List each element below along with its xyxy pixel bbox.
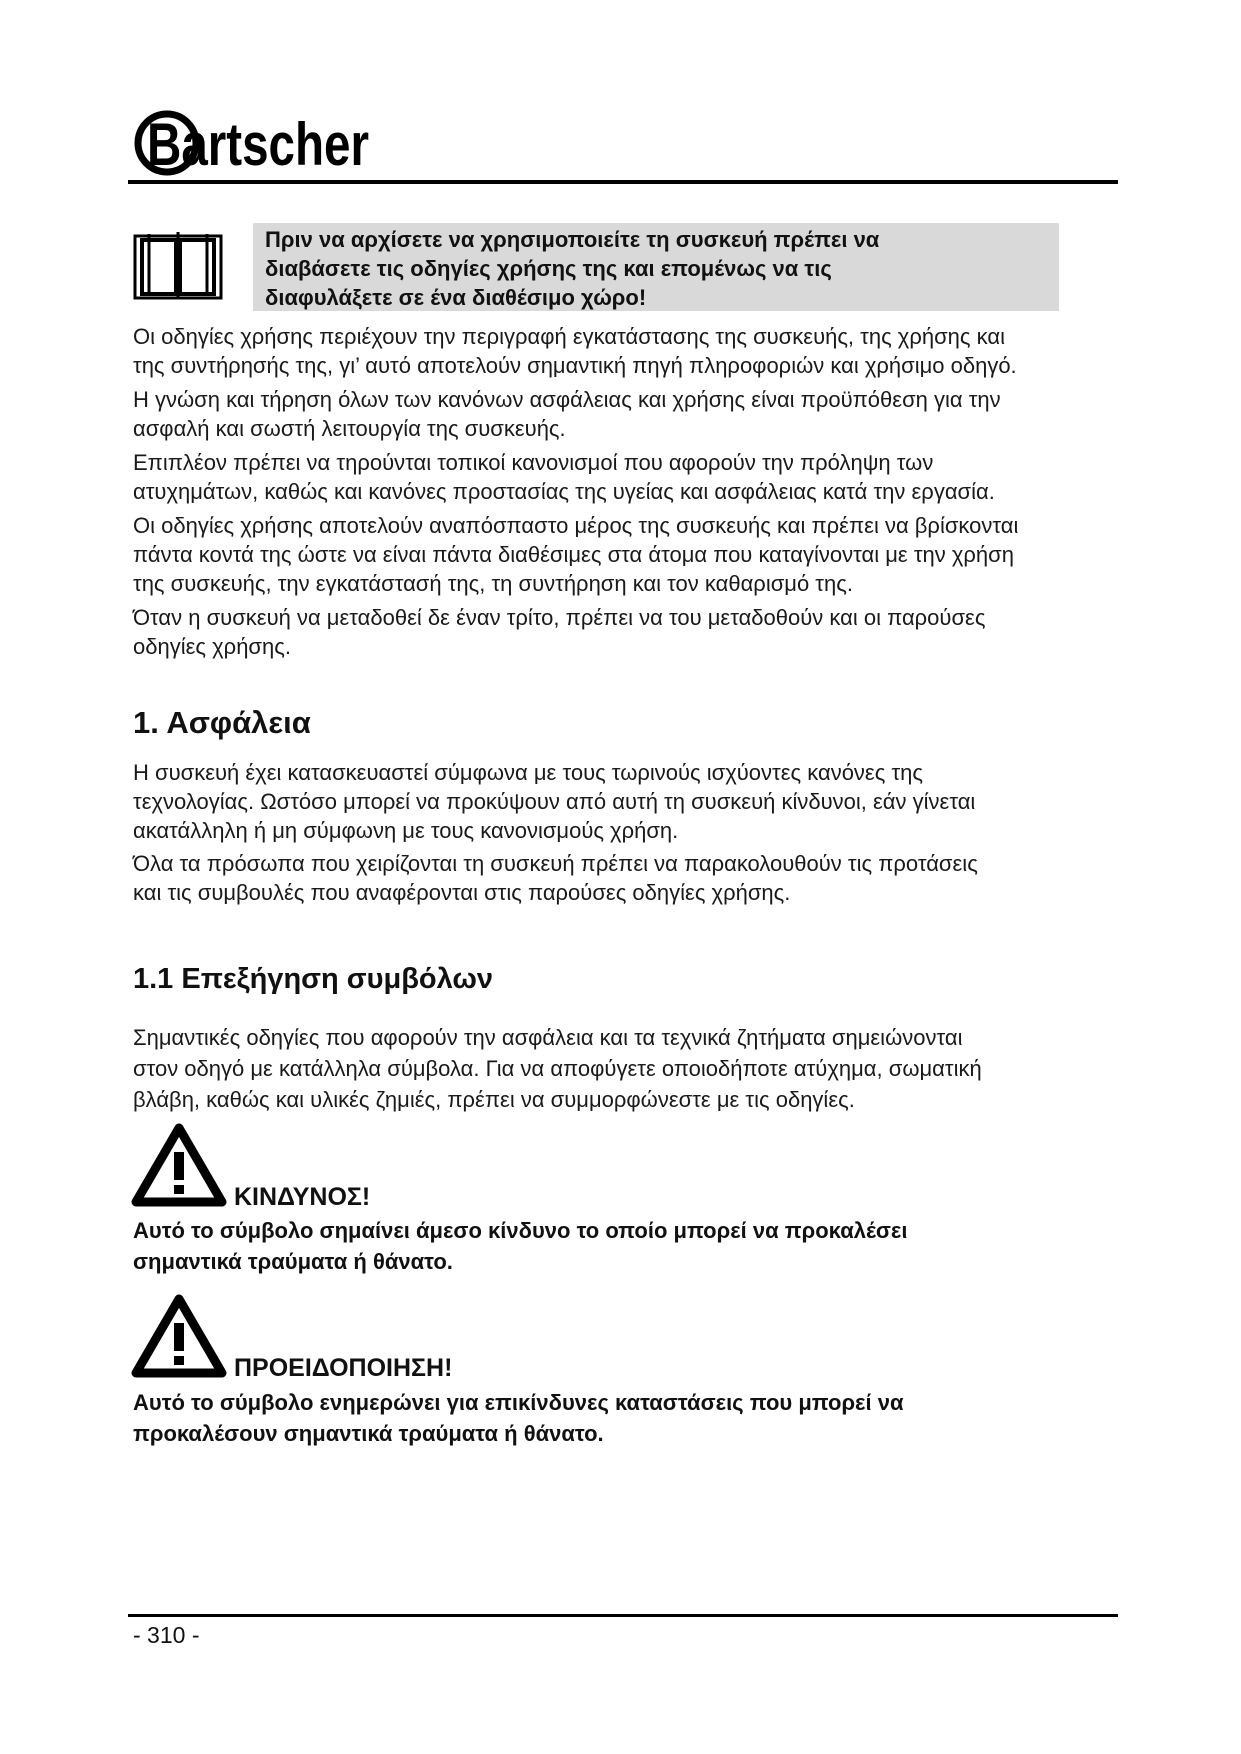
page-number: - 310 - xyxy=(133,1622,200,1648)
section-paragraph xyxy=(133,758,1133,845)
text-line: Όλα τα πρόσωπα που χειρίζονται τη συσκευή πρέπει να παρακολουθούν τις προτάσεις xyxy=(133,851,978,876)
text-line: πάντα κοντά της ώστε να είναι πάντα διαθέσιμες στα άτομα που καταγίνονται με την χρήση xyxy=(133,542,1014,567)
text-line: της συντήρησής της, γι’ αυτό αποτελούν σημαντική πηγή πληροφοριών και χρήσιμο οδηγό. xyxy=(133,353,1017,378)
text-line: στον οδηγό με κατάλληλα σύμβολα. Για να αποφύγετε οποιοδήποτε ατύχημα, σωματική xyxy=(133,1056,982,1081)
text-line: οδηγίες χρήσης. xyxy=(133,634,291,659)
warning-triangle-icon xyxy=(131,1122,227,1208)
text-line: Σημαντικές οδηγίες που αφορούν την ασφάλεια και τα τεχνικά ζητήματα σημειώνονται xyxy=(133,1025,963,1050)
intro-paragraph xyxy=(133,448,1133,506)
text-line: Αυτό το σύμβολο σημαίνει άμεσο κίνδυνο το οποίο μπορεί να προκαλέσει xyxy=(133,1218,908,1243)
text-line: ακατάλληλη ή μη σύμφωνη με τους κανονισμούς χρήση. xyxy=(133,818,679,843)
text-line: Όταν η συσκευή να μεταδοθεί δε έναν τρίτο, πρέπει να του μεταδοθούν και οι παρούσες xyxy=(133,605,986,630)
section-paragraph xyxy=(133,849,1133,907)
note-line: Πριν να αρχίσετε να χρησιμοποιείτε τη συσκευή πρέπει να xyxy=(265,227,880,252)
intro-paragraph xyxy=(133,322,1133,380)
brand-logo xyxy=(135,103,375,178)
warning-triangle-icon xyxy=(131,1293,227,1379)
text-line: βλάβη, καθώς και υλικές ζημιές, πρέπει να συμμορφώνεστε με τις οδηγίες. xyxy=(133,1087,855,1112)
warning-title: ΠΡΟΕΙΔΟΠΟΙΗΣΗ! xyxy=(234,1354,453,1382)
header-rule xyxy=(128,180,1118,184)
text-line: τεχνολογίας. Ωστόσο μπορεί να προκύψουν από αυτή τη συσκευή κίνδυνοι, εάν γίνεται xyxy=(133,789,976,814)
intro-note xyxy=(253,223,1059,311)
text-line: Αυτό το σύμβολο ενημερώνει για επικίνδυνες καταστάσεις που μπορεί να xyxy=(133,1390,904,1415)
text-line: ατυχημάτων, καθώς και κανόνες προστασίας της υγείας και ασφάλειας κατά την εργασία. xyxy=(133,479,995,504)
intro-paragraph xyxy=(133,511,1133,598)
note-line: διαβάσετε τις οδηγίες χρήσης της και επομένως να τις xyxy=(265,256,832,281)
text-line: Η γνώση και τήρηση όλων των κανόνων ασφάλειας και χρήσης είναι προϋπόθεση για την xyxy=(133,387,1001,412)
subsection-paragraph xyxy=(133,1022,1133,1115)
intro-paragraph xyxy=(133,385,1133,443)
text-line: σημαντικά τραύματα ή θάνατο. xyxy=(133,1249,453,1274)
text-line: ασφαλή και σωστή λειτουργία της συσκευής. xyxy=(133,416,566,441)
text-line: Οι οδηγίες χρήσης αποτελούν αναπόσπαστο μέρος της συσκευής και πρέπει να βρίσκονται xyxy=(133,513,1019,538)
book-icon xyxy=(132,228,224,303)
text-line: Οι οδηγίες χρήσης περιέχουν την περιγραφή εγκατάστασης της συσκευής, της χρήσης και xyxy=(133,324,1005,349)
danger-title: ΚΙΝΔΥΝΟΣ! xyxy=(234,1183,371,1211)
warning-text xyxy=(133,1387,1133,1449)
footer-rule xyxy=(128,1614,1118,1617)
bartscher-logo-icon xyxy=(135,103,375,178)
subsection-heading: 1.1 Επεξήγηση συμβόλων xyxy=(133,963,494,995)
section-heading: 1. Ασφάλεια xyxy=(133,705,311,740)
text-line: και τις συμβουλές που αναφέρονται στις παρούσες οδηγίες χρήσης. xyxy=(133,880,791,905)
logo-text: Bartscher xyxy=(147,111,369,178)
text-line: προκαλέσουν σημαντικά τραύματα ή θάνατο. xyxy=(133,1421,604,1446)
text-line: Η συσκευή έχει κατασκευαστεί σύμφωνα με τους τωρινούς ισχύοντες κανόνες της xyxy=(133,760,923,785)
intro-paragraph xyxy=(133,603,1133,661)
danger-text xyxy=(133,1215,1133,1277)
note-line: διαφυλάξετε σε ένα διαθέσιμο χώρο! xyxy=(265,285,647,310)
text-line: της συσκευής, την εγκατάστασή της, τη συντήρηση και τον καθαρισμό της. xyxy=(133,571,853,596)
text-line: Επιπλέον πρέπει να τηρούνται τοπικοί κανονισμοί που αφορούν την πρόληψη των xyxy=(133,450,934,475)
